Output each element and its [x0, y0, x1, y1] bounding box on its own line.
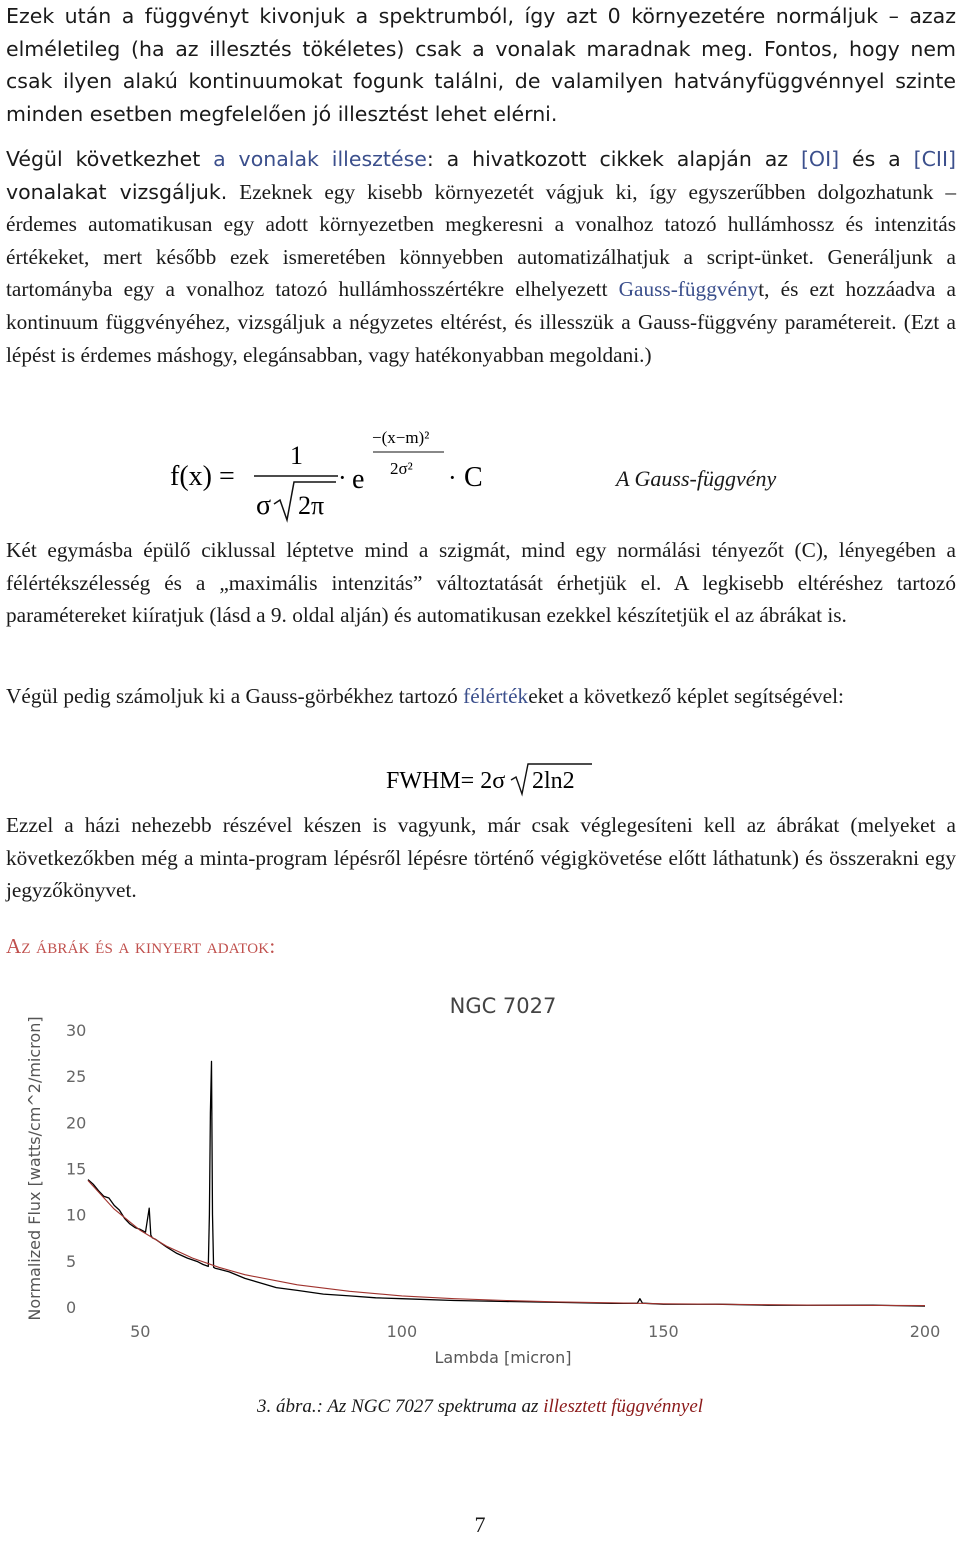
spectrum-chart — [0, 980, 960, 1370]
chart-y-tick-label: 20 — [66, 1113, 87, 1133]
text-span: vonalakat vizsgáljuk. — [6, 179, 228, 204]
chart-x-tick-label: 150 — [648, 1322, 679, 1341]
link-gauss-function[interactable]: Gauss-függvény — [618, 277, 759, 302]
page-number: 7 — [474, 1512, 486, 1537]
section-heading: Az ábrák és a kinyert adatok: — [6, 934, 276, 958]
text-span: Végül következhet — [6, 147, 214, 171]
link-half-width[interactable]: félérték — [463, 684, 529, 708]
chart-y-tick-label: 10 — [66, 1205, 87, 1225]
fwhm-lhs: FWHM= 2σ — [386, 768, 506, 794]
paragraph-fwhm — [6, 680, 956, 713]
paragraph-cycles: Két egymásba épülő ciklussal léptetve mind a szigmát, mind egy normálási tényezőt (C), lényegében a félértékszélesség és a „maximális intenzitás” változtatását érhetjük el. A legkisebb eltéréshez tartozó paramétereket kiíratjuk (lásd a 9. oldal alján) és automatikusan ezekkel készítetjük el az ábrákat is. — [6, 538, 956, 628]
text-span: eket a következő képlet segítségével: — [528, 684, 844, 708]
formula-const: C — [464, 462, 483, 493]
chart-y-tick-label: 0 — [66, 1298, 77, 1317]
formula-exp-num: −(x−m)² — [372, 428, 430, 447]
chart-y-tick-label: 5 — [66, 1251, 77, 1271]
caption-prefix: 3. ábra.: Az NGC 7027 spektruma az — [256, 1396, 544, 1417]
paragraph-line-fitting — [6, 143, 956, 371]
chart-x-tick-label: 100 — [386, 1322, 418, 1341]
formula-numerator: 1 — [290, 441, 303, 470]
link-line-fitting[interactable]: a vonalak illesztése — [213, 147, 427, 171]
formula-lhs: f(x) = — [170, 461, 235, 492]
formula-dot: · — [338, 463, 347, 492]
fwhm-root: 2ln2 — [532, 768, 575, 794]
text-span: Ezeknek egy kisebb környezetét vágjuk ki, így egyszerűbben dolgozhatunk – érdemes automatikusan egy adott környezetben megkeresni a vonalhoz tatozó hullámhossz és intenzitás értékeket, mert később ezek ismeretében könnyebben automatizálhatjuk a script-ünket. Generáljunk a tartományba egy a vonalhoz tatozó hullámhosszértékre elhelyezett — [6, 179, 956, 302]
formula-caption: A Gauss-függvény — [616, 466, 777, 491]
gauss-formula — [166, 420, 526, 530]
text-span: : a hivatkozott cikkek alapján az — [426, 147, 801, 171]
formula-root: 2π — [298, 491, 325, 520]
spectrum-line — [88, 1061, 925, 1306]
paragraph-continuum: Ezek után a függvényt kivonjuk a spektrumból, így azt 0 környezetére normáljuk – azaz elméletileg (ha az illesztés tökéletes) csak a vonalak maradnak meg. Fontos, hogy nem csak ilyen alakú kontinuumokat fogunk találni, de valamilyen hatványfüggvénnyel szinte minden esetben megfelelően jó illesztést lehet elérni. — [6, 4, 956, 126]
formula-dot: · — [448, 463, 457, 492]
chart-ticks — [66, 1021, 940, 1341]
chart-y-tick-label: 15 — [66, 1159, 87, 1179]
caption-highlight: illesztett függvénnyel — [543, 1396, 704, 1417]
chart-title: NGC 7027 — [449, 994, 557, 1018]
formula-sigma: σ — [256, 490, 272, 521]
link-cii[interactable]: [CII] — [913, 147, 957, 171]
paragraph-finish: Ezzel a házi nehezebb részével készen is vagyunk, már csak véglegesíteni kell az ábrákat (melyeket a következőkben még a minta-program lépésről lépésre történő végigkövetése előtt láthatunk) és összerakni egy jegyzőkönyvet. — [6, 813, 956, 903]
formula-base: e — [352, 464, 365, 495]
chart-x-axis-label: Lambda [micron] — [434, 1348, 572, 1367]
chart-x-tick-label: 50 — [130, 1322, 151, 1341]
fwhm-formula — [386, 752, 606, 802]
text-span: t, és ezt hozzáadva a kontinuum függvényéhez, vizsgáljuk a négyzetes eltérést, és illesszük a Gauss-függvény paramétereit. (Ezt a lépést is érdemes máshogy, elegánsabban, vagy hatékonyabban megoldani.) — [6, 277, 956, 367]
chart-y-tick-label: 25 — [66, 1067, 87, 1087]
chart-x-tick-label: 200 — [909, 1322, 941, 1341]
link-oi[interactable]: [OI] — [800, 147, 840, 171]
chart-y-tick-label: 30 — [66, 1021, 87, 1040]
chart-y-axis-label: Normalized Flux [watts/cm^2/micron] — [25, 1016, 44, 1321]
text-span: és a — [839, 147, 914, 171]
chart-series — [88, 1061, 925, 1306]
text-span: Végül pedig számoljuk ki a Gauss-görbékhez tartozó — [6, 684, 464, 708]
formula-exp-den: 2σ² — [390, 459, 413, 478]
figure-caption — [0, 1396, 960, 1418]
